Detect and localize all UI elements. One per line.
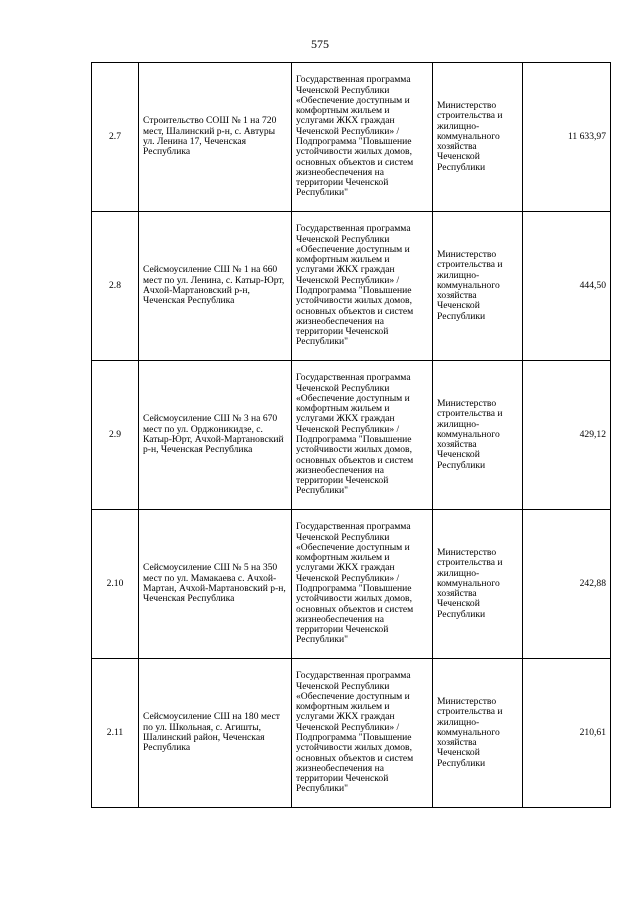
- program-name: Государственная программа Чеченской Республики «Обеспечение доступным и комфортным жильем и услугами ЖКХ граждан Чеченской Республики» / Подпрограмма "Повышение устойчивости жилых домов, основных объектов и систем жизнеобеспечения на территории Чеченской Республики": [292, 63, 433, 212]
- table-row: [92, 63, 611, 212]
- amount-value: 444,50: [523, 212, 611, 361]
- object-name: Сейсмоусиление СШ № 5 на 350 мест по ул. Мамакаева с. Ачхой-Мартан, Ачхой-Мартановский р-н, Чеченская Республика: [139, 510, 292, 659]
- object-name: Сейсмоусиление СШ № 3 на 670 мест по ул. Орджоникидзе, с. Катыр-Юрт, Ачхой-Мартановский р-н, Чеченская Республика: [139, 361, 292, 510]
- program-name: Государственная программа Чеченской Республики «Обеспечение доступным и комфортным жильем и услугами ЖКХ граждан Чеченской Республики» / Подпрограмма "Повышение устойчивости жилых домов, основных объектов и систем жизнеобеспечения на территории Чеченской Республики": [292, 510, 433, 659]
- table-row: [92, 510, 611, 659]
- program-name: Государственная программа Чеченской Республики «Обеспечение доступным и комфортным жильем и услугами ЖКХ граждан Чеченской Республики» / Подпрограмма "Повышение устойчивости жилых домов, основных объектов и систем жизнеобеспечения на территории Чеченской Республики": [292, 361, 433, 510]
- executor-name: Министерство строительства и жилищно-коммунального хозяйства Чеченской Республики: [433, 212, 523, 361]
- object-name: Строительство СОШ № 1 на 720 мест, Шалинский р-н, с. Автуры ул. Ленина 17, Чеченская Республика: [139, 63, 292, 212]
- page-number: 575: [311, 37, 329, 51]
- executor-name: Министерство строительства и жилищно-коммунального хозяйства Чеченской Республики: [433, 659, 523, 808]
- table-row: [92, 659, 611, 808]
- amount-value: 429,12: [523, 361, 611, 510]
- program-name: Государственная программа Чеченской Республики «Обеспечение доступным и комфортным жильем и услугами ЖКХ граждан Чеченской Республики» / Подпрограмма "Повышение устойчивости жилых домов, основных объектов и систем жизнеобеспечения на территории Чеченской Республики": [292, 659, 433, 808]
- row-number: 2.7: [92, 63, 139, 212]
- table-row: [92, 361, 611, 510]
- executor-name: Министерство строительства и жилищно-коммунального хозяйства Чеченской Республики: [433, 361, 523, 510]
- row-number: 2.10: [92, 510, 139, 659]
- row-number: 2.8: [92, 212, 139, 361]
- row-number: 2.9: [92, 361, 139, 510]
- object-name: Сейсмоусиление СШ на 180 мест по ул. Школьная, с. Агишты, Шалинский район, Чеченская Республика: [139, 659, 292, 808]
- executor-name: Министерство строительства и жилищно-коммунального хозяйства Чеченской Республики: [433, 63, 523, 212]
- program-table: [91, 62, 611, 808]
- executor-name: Министерство строительства и жилищно-коммунального хозяйства Чеченской Республики: [433, 510, 523, 659]
- amount-value: 11 633,97: [523, 63, 611, 212]
- table-row: [92, 212, 611, 361]
- amount-value: 210,61: [523, 659, 611, 808]
- row-number: 2.11: [92, 659, 139, 808]
- program-name: Государственная программа Чеченской Республики «Обеспечение доступным и комфортным жильем и услугами ЖКХ граждан Чеченской Республики» / Подпрограмма "Повышение устойчивости жилых домов, основных объектов и систем жизнеобеспечения на территории Чеченской Республики": [292, 212, 433, 361]
- amount-value: 242,88: [523, 510, 611, 659]
- object-name: Сейсмоусиление СШ № 1 на 660 мест по ул. Ленина, с. Катыр-Юрт, Ачхой-Мартановский р-н, Чеченская Республика: [139, 212, 292, 361]
